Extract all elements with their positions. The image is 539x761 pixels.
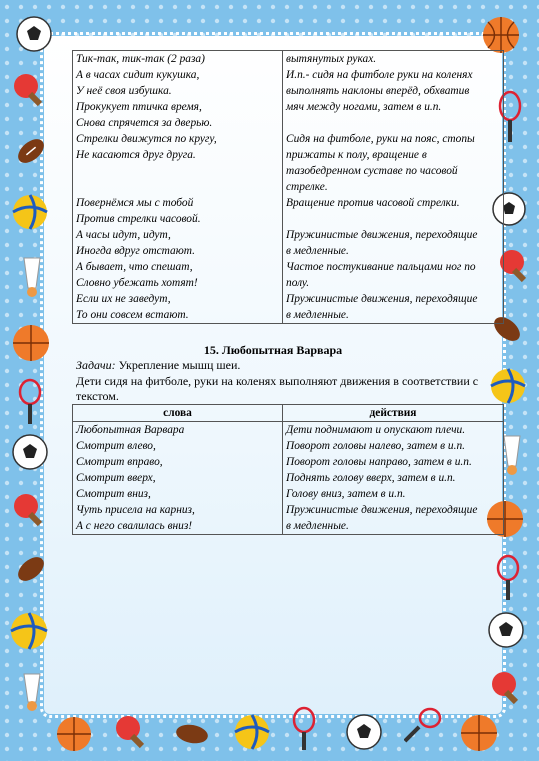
blank-line [286, 115, 500, 131]
ping-pong-paddle-icon [486, 668, 526, 708]
text-line: Против стрелки часовой. [76, 213, 201, 225]
blank-line [76, 163, 279, 179]
text-line: Пружинистые движения, переходящие [286, 229, 478, 241]
tennis-racket-icon [492, 554, 524, 604]
table-cell-verses [73, 51, 283, 324]
section-title: 15. Любопытная Варвара [203, 343, 343, 357]
text-line: Тик-так, тик-так (2 раза) [76, 53, 205, 65]
text-line: в медленные. [286, 309, 349, 321]
text-line: Иногда вдруг отстают. [76, 245, 195, 257]
text-line: Частое постукивание пальцами ног по [286, 261, 476, 273]
ping-pong-paddle-icon [112, 712, 152, 752]
text-line: Если их не заведут, [76, 293, 171, 305]
ping-pong-paddle-icon [10, 490, 50, 530]
text-line: У неё своя избушка. [76, 85, 172, 97]
text-line: в медленные. [286, 520, 349, 532]
text-line: Поднять голову вверх, затем в и.п. [286, 472, 456, 484]
text-line: выполнять наклоны вперёд, обхватив [286, 85, 470, 97]
text-line: Вращение против часовой стрелки. [286, 197, 460, 209]
tennis-racket-icon [404, 706, 444, 750]
badminton-shuttle-icon [14, 666, 50, 716]
rugby-ball-icon [174, 716, 210, 752]
volleyball-icon [232, 712, 272, 752]
soccer-ball-icon [344, 712, 384, 752]
text-line: Прокукует птичка время, [76, 101, 202, 113]
soccer-ball-icon [486, 610, 526, 650]
soccer-ball-icon [10, 432, 50, 472]
text-line: Повернёмся мы с тобой [76, 197, 194, 209]
verse-lines [76, 51, 279, 323]
text-line: То они совсем встают. [76, 309, 189, 321]
text-line: полу. [286, 277, 310, 289]
table-cell-verses [73, 422, 283, 535]
task-text: Укрепление мышц шеи. [115, 358, 241, 372]
basketball-icon [458, 712, 500, 754]
text-line: Словно убежать хотят! [76, 277, 198, 289]
text-line: Любопытная Варвара [76, 424, 185, 436]
volleyball-icon [10, 192, 50, 232]
text-line: Сидя на фитболе, руки на пояс, стопы [286, 133, 475, 145]
text-line: тазобедренном суставе по часовой [286, 165, 458, 177]
text-line: Стрелки движутся по кругу, [76, 133, 217, 145]
soccer-ball-icon [14, 14, 54, 54]
text-line: Голову вниз, затем в и.п. [286, 488, 406, 500]
text-line: Пружинистые движения, переходящие [286, 504, 478, 516]
verse-lines [76, 422, 279, 534]
volleyball-icon [8, 610, 50, 652]
text-line: А часы идут, идут, [76, 229, 171, 241]
action-lines [286, 422, 500, 534]
text-line: Смотрит вниз, [76, 488, 151, 500]
action-lines [286, 51, 500, 323]
header-words: слова [73, 405, 283, 422]
task-line [76, 358, 240, 373]
rugby-ball-icon [14, 134, 48, 168]
text-line: прижаты к полу, вращение в [286, 149, 427, 161]
blank-line [76, 179, 279, 195]
text-line: Снова спрячется за дверью. [76, 117, 213, 129]
text-line: Чуть присела на карниз, [76, 504, 195, 516]
text-line: вытянутых руках. [286, 53, 377, 65]
text-line: в медленные. [286, 245, 349, 257]
text-line: мяч между ногами, затем в и.п. [286, 101, 442, 113]
text-line: стрелке. [286, 181, 328, 193]
table-cell-actions [283, 51, 504, 324]
tennis-racket-icon [14, 378, 48, 428]
text-line: Поворот головы налево, затем в и.п. [286, 440, 466, 452]
exercise-table-varvara [72, 404, 504, 535]
badminton-shuttle-icon [14, 248, 50, 304]
text-line: А с него свалилась вниз! [76, 520, 193, 532]
section-description: Дети сидя на фитболе, руки на коленях выполняют движения в соответствии с текстом. [76, 374, 479, 403]
text-line: А в часах сидит кукушка, [76, 69, 200, 81]
text-line: Смотрит влево, [76, 440, 156, 452]
text-line: Пружинистые движения, переходящие [286, 293, 478, 305]
exercise-table-clock [72, 50, 504, 324]
text-line: Дети поднимают и опускают плечи. [286, 424, 466, 436]
table-cell-actions [283, 422, 504, 535]
tennis-racket-icon [288, 706, 322, 754]
header-actions: действия [283, 405, 504, 422]
basketball-icon [54, 714, 94, 754]
text-line: Смотрит вверх, [76, 472, 156, 484]
rugby-ball-icon [14, 552, 48, 586]
text-line: Не касаются друг друга. [76, 149, 196, 161]
text-line: Поворот головы направо, затем в и.п. [286, 456, 472, 468]
text-line: Смотрит вправо, [76, 456, 163, 468]
ping-pong-paddle-icon [10, 70, 50, 110]
text-line: А бывает, что спешат, [76, 261, 193, 273]
task-label: Задачи: [76, 358, 116, 372]
blank-line [286, 211, 500, 227]
text-line: И.п.- сидя на фитболе руки на коленях [286, 69, 473, 81]
